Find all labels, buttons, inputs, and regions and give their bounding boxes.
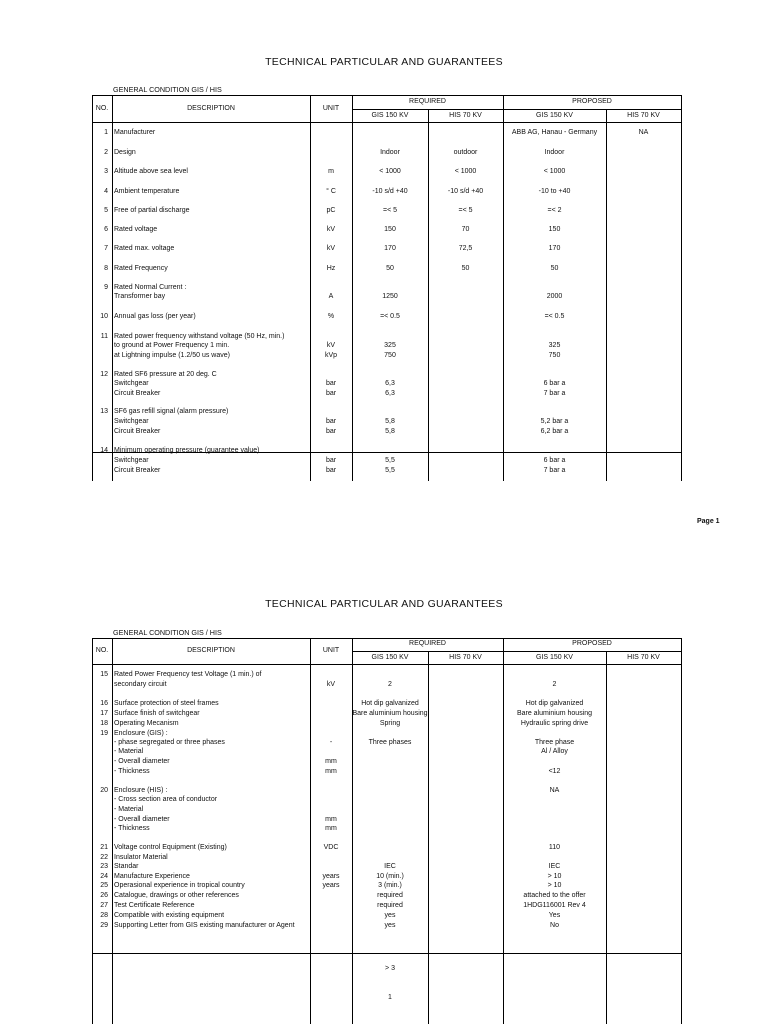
cell-req-gis: 6,3 [385,390,395,397]
cell-unit: bar [325,467,337,474]
cell-desc: Test Certificate Reference [114,902,195,909]
cell-desc: Ambient temperature [114,188,180,195]
cell-req-his: 70 [461,226,470,233]
cell-no: 9 [104,284,108,291]
cell-prop-gis: 6 bar a [543,457,566,464]
page2-caption: GENERAL CONDITION GIS / HIS [113,628,222,637]
cell-no: 11 [100,333,108,340]
header-required: REQUIRED [409,98,446,105]
cell-no: 2 [104,149,108,156]
cell-no: 5 [104,207,108,214]
cell-desc: Rated Frequency [114,265,168,272]
header-required: REQUIRED [409,640,446,647]
cell-prop-gis: Hot dip galvanized [525,700,584,707]
cell-desc: SF6 gas refill signal (alarm pressure) [114,408,229,415]
cell-unit: kV [326,342,336,349]
cell-desc: - Material [114,748,144,755]
cell-unit: kV [326,245,336,252]
cell-unit: % [327,313,335,320]
header-req-gis: GIS 150 KV [371,112,409,119]
cell-no: 6 [104,226,108,233]
cell-unit: mm [325,768,337,775]
cell-prop-gis: IEC [548,863,561,870]
page2-title: TECHNICAL PARTICULAR AND GUARANTEES [265,598,503,610]
cell-desc: Rated voltage [114,226,158,233]
cell-desc: - phase segregated or three phases [114,739,225,746]
cell-req-gis: 325 [384,342,396,349]
cell-req-gis: 6,3 [385,380,395,387]
header-prop-his: HIS 70 KV [627,112,660,119]
cell-req-gis: required [377,892,403,899]
cell-req-gis: 2 [388,681,392,688]
header-unit: UNIT [322,647,340,654]
cell-req-gis: 170 [384,245,396,252]
cell-prop-gis: 1HDG116001 Rev 4 [523,902,586,909]
cell-no: 4 [104,188,108,195]
cell-req-gis: < 1000 [379,168,401,175]
cell-req-gis: 5,8 [385,418,395,425]
cell-req-gis: yes [384,912,396,919]
cell-desc: Enclosure (GIS) : [114,730,168,737]
cell-req-gis: 750 [384,352,396,359]
cell-no: 27 [100,902,108,909]
cell-desc: to ground at Power Frequency 1 min. [114,342,230,349]
cell-prop-gis: < 1000 [543,168,566,175]
cell-desc: - Thickness [114,825,150,832]
cell-no: 12 [100,371,108,378]
cell-prop-gis: > 10 [547,882,562,889]
header-no: NO. [95,647,109,654]
cell-desc: Surface finish of switchgear [114,710,200,717]
cell-desc: Supporting Letter from GIS existing manufacturer or Agent [114,922,295,929]
page-number: Page 1 [697,518,720,525]
cell-desc: Insulator Material [114,854,168,861]
header-unit: UNIT [322,105,340,112]
cell-desc: Switchgear [114,418,149,425]
cell-desc: at Lightning impulse (1.2/50 us wave) [114,352,230,359]
cell-desc: Rated SF6 pressure at 20 deg. C [114,371,217,378]
header-no: NO. [95,105,109,112]
cell-req-gis: Indoor [380,149,400,156]
cell-desc: Operating Mecanism [114,720,179,727]
cell-unit: A [328,293,334,300]
cell-req-gis: 150 [384,226,396,233]
cell-req-gis: 50 [386,265,394,272]
cell-no: 8 [104,265,108,272]
cell-unit: bar [325,380,337,387]
cell-prop-gis: Bare aluminium housing [516,710,593,717]
cell-req-gis: =< 5 [382,207,397,214]
cell-prop-gis: 2 [552,681,557,688]
cell-req-gis: Bare aluminium housing [352,710,428,717]
cell-req-his: =< 5 [458,207,473,214]
cell-req-gis: 5,5 [385,467,395,474]
cell-desc: Switchgear [114,457,149,464]
cell-prop-gis: 750 [548,352,561,359]
cell-prop-gis: 7 bar a [543,390,566,397]
cell-unit: bar [325,457,337,464]
cell-unit: m [328,168,334,175]
cell-unit: kV [326,681,336,688]
cell-desc: Rated power frequency withstand voltage (50 Hz, min.) [114,333,285,340]
cell-req-gis: Three phases [368,739,412,746]
cell-req-gis: Spring [379,720,401,727]
cell-prop-gis: Yes [548,912,561,919]
cell-no: 3 [104,168,108,175]
cell-prop-gis: Al / Alloy [541,748,568,755]
cell-desc: Circuit Breaker [114,428,161,435]
cell-no: 26 [100,892,108,899]
cell-no: 18 [100,720,108,727]
cell-unit: ° C [326,188,336,195]
cell-unit: bar [325,418,337,425]
cell-desc: - Overall diameter [114,758,170,765]
cell-prop-gis: 6,2 bar a [540,428,569,435]
header-prop-gis: GIS 150 KV [536,112,573,119]
cell-req-gis: required [377,902,403,909]
cell-prop-gis: =< 2 [547,207,562,214]
cell-prop-gis: Hydraulic spring drive [520,720,589,727]
page1-title: TECHNICAL PARTICULAR AND GUARANTEES [265,56,503,68]
cell-desc: Altitude above sea level [114,168,188,175]
cell-no: 28 [100,912,108,919]
header-prop-gis: GIS 150 KV [536,654,573,661]
cell-req-gis: 10 (min.) [376,873,404,880]
cell-req-his: -10 s/d +40 [447,188,484,195]
cell-no: 14 [100,447,108,454]
cell-desc: Circuit Breaker [114,390,161,397]
cell-desc: Annual gas loss (per year) [114,313,196,320]
cell-unit: kV [326,226,336,233]
cell-prop-gis: 110 [548,844,561,851]
cell-unit: kVp [324,352,338,359]
cell-desc: Circuit Breaker [114,467,161,474]
cell-desc: Compatible with existing equipment [114,912,225,919]
cell-req-gis: 3 (min.) [378,882,402,889]
cell-desc: Rated max. voltage [114,245,175,252]
cell-desc: Enclosure (HIS) : [114,787,168,794]
cell-desc: Transformer bay [114,293,166,300]
cell-prop-gis: Indoor [544,149,565,156]
cell-no: 10 [100,313,108,320]
cell-unit: years [322,873,340,880]
cell-req-gis: 1250 [382,293,398,300]
cell-no: 25 [100,882,108,889]
cell-no: 13 [100,408,108,415]
cell-no: 22 [100,854,108,861]
cell-desc: Switchgear [114,380,149,387]
cell-req-his: 72,5 [458,245,473,252]
cell-desc: Minimum operating pressure (guarantee value) [114,447,260,454]
page1-caption: GENERAL CONDITION GIS / HIS [113,85,222,94]
header-req-his: HIS 70 KV [449,654,482,661]
cell-prop-gis: 6 bar a [543,380,566,387]
cell-desc: Free of partial discharge [114,207,190,214]
cell-desc: Manufacture Experience [114,873,190,880]
header-req-gis: GIS 150 KV [371,654,409,661]
cell-prop-his: NA [638,129,649,136]
cell-desc: secondary circuit [114,681,167,688]
header-description: DESCRIPTION [187,105,235,112]
cell-req-his: 50 [461,265,470,272]
cell-prop-gis: =< 0.5 [544,313,565,320]
cell-prop-gis: 325 [548,342,561,349]
cell-desc: Rated Normal Current : [114,284,187,291]
cell-prop-gis: 5,2 bar a [540,418,569,425]
cell-unit: mm [325,758,337,765]
cell-req-his: < 1000 [454,168,477,175]
cell-prop-gis: 150 [548,226,561,233]
cell-no: 17 [100,710,108,717]
cell-desc: Design [114,149,136,156]
cell-unit: VDC [323,844,339,851]
cell-no: 23 [100,863,108,870]
cell-prop-gis: -10 to +40 [538,188,571,195]
cell-desc: Voltage control Equipment (Existing) [114,844,227,851]
cell-unit: mm [325,816,337,823]
cell-prop-gis: 2000 [546,293,563,300]
cell-no: 1 [104,129,108,136]
cell-desc: Surface protection of steel frames [114,700,219,707]
cell-desc: - Material [114,806,144,813]
cell-req-gis: > 3 [385,965,395,972]
cell-prop-gis: ABB AG, Hanau - Germany [511,129,598,136]
cell-desc: - Thickness [114,768,150,775]
cell-unit: Hz [326,265,336,272]
cell-no: 20 [100,787,108,794]
cell-req-gis: -10 s/d +40 [372,188,408,195]
cell-req-gis: 5,5 [385,457,395,464]
cell-req-gis: 5,8 [385,428,395,435]
cell-req-gis: yes [384,922,396,929]
cell-prop-gis: <12 [548,768,561,775]
cell-no: 15 [100,671,108,678]
cell-desc: - Cross section area of conductor [114,796,218,803]
cell-unit: pC [326,207,336,214]
header-req-his: HIS 70 KV [449,112,482,119]
header-prop-his: HIS 70 KV [627,654,660,661]
cell-unit: bar [325,390,337,397]
cell-req-his: outdoor [453,149,478,156]
cell-no: 7 [104,245,108,252]
cell-prop-gis: NA [549,787,560,794]
cell-no: 19 [100,730,108,737]
cell-unit: mm [325,825,337,832]
cell-prop-gis: 50 [550,265,559,272]
cell-prop-gis: > 10 [547,873,562,880]
header-proposed: PROPOSED [572,640,612,647]
cell-desc: Operasional experience in tropical country [114,882,245,889]
cell-req-gis: Hot dip galvanized [361,700,419,707]
header-proposed: PROPOSED [572,98,612,105]
cell-desc: Catalogue, drawings or other references [114,892,239,899]
cell-unit: years [322,882,340,889]
cell-no: 21 [100,844,108,851]
cell-req-gis: =< 0.5 [380,313,400,320]
header-description: DESCRIPTION [187,647,235,654]
cell-req-gis: IEC [384,863,396,870]
cell-desc: - Overall diameter [114,816,170,823]
cell-prop-gis: Three phase [534,739,575,746]
cell-req-gis: 1 [388,994,392,1001]
cell-unit: - [329,739,333,746]
cell-desc: Manufacturer [114,129,156,136]
cell-prop-gis: attached to the offer [523,892,586,899]
cell-unit: bar [325,428,337,435]
cell-no: 16 [100,700,108,707]
cell-prop-gis: 7 bar a [543,467,566,474]
cell-no: 29 [100,922,108,929]
cell-desc: Standar [114,863,139,870]
cell-desc: Rated Power Frequency test Voltage (1 min.) of [114,671,262,678]
cell-prop-gis: 170 [548,245,561,252]
cell-no: 24 [100,873,108,880]
cell-prop-gis: No [550,922,559,929]
